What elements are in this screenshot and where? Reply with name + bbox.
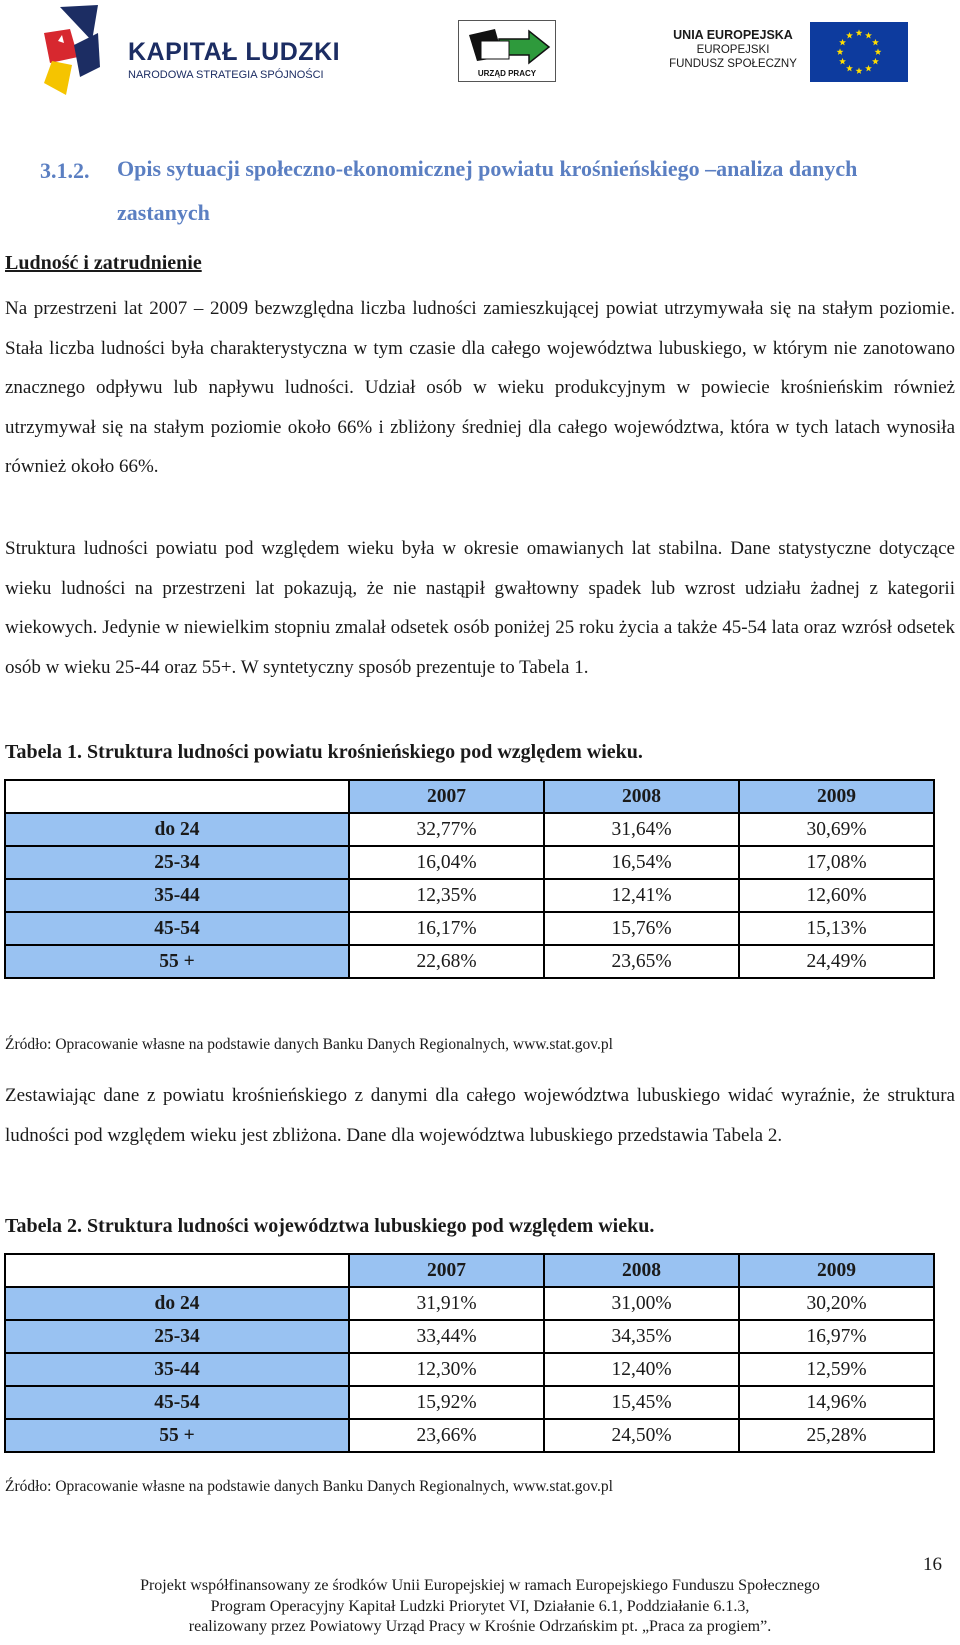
page-header [0,0,960,110]
value-cell: 30,69% [739,813,934,846]
year-header: 2009 [739,780,934,813]
value-cell: 24,49% [739,945,934,978]
eu-star-icon [839,39,846,46]
table-1-source: Źródło: Opracowanie własne na podstawie danych Banku Danych Regionalnych, www.stat.gov.pl [5,1036,613,1053]
eu-star-icon [865,32,872,39]
value-cell: 12,40% [544,1353,739,1386]
page-footer [70,1576,890,1638]
value-cell: 12,60% [739,879,934,912]
age-category: 25-34 [5,1320,349,1353]
value-cell: 15,76% [544,912,739,945]
urzad-pracy-logo [458,20,556,82]
paragraph-1: Na przestrzeni lat 2007 – 2009 bezwzględna liczba ludności zamieszkującej powiat utrzymywała się na stałym poziomie. Stała liczba ludności była charakterystyczna w tym czasie dla całego województwa lubuskiego, w którym nie zanotowano znacznego odpływu lub napływu ludności. Udział osób w wieku produkcyjnym w powiecie krośnieńskim również utrzymywał się na stałym poziomie około 66% i zbliżony średniej dla całego województwa, która w tych latach wynosiła również około 66%. [5,298,955,477]
value-cell: 32,77% [349,813,544,846]
table-1-caption: Tabela 1. Struktura ludności powiatu krośnieńskiego pod względem wieku. [5,741,643,763]
value-cell: 15,45% [544,1386,739,1419]
eu-star-icon [837,48,844,55]
table-2-source: Źródło: Opracowanie własne na podstawie danych Banku Danych Regionalnych, www.stat.gov.pl [5,1478,613,1495]
age-category: 45-54 [5,1386,349,1419]
eu-flag-icon [810,22,908,82]
table-row [5,1287,934,1320]
eu-line-3: FUNDUSZ SPOŁECZNY [669,58,797,70]
footer-line-1: Projekt współfinansowany ze środków Unii Europejskiej w ramach Europejskiego Funduszu Społecznego [140,1577,820,1594]
age-category: do 24 [5,813,349,846]
age-category: 55 + [5,1419,349,1452]
year-header: 2009 [739,1254,934,1287]
table-header-row [5,1254,934,1287]
value-cell: 14,96% [739,1386,934,1419]
subheading: Ludność i zatrudnienie [5,252,202,274]
value-cell: 24,50% [544,1419,739,1452]
value-cell: 16,97% [739,1320,934,1353]
eu-line-2: EUROPEJSKI [696,44,770,56]
value-cell: 31,64% [544,813,739,846]
year-header: 2007 [349,780,544,813]
section-title: Opis sytuacji społeczno-ekonomicznej powiatu krośnieńskiego –analiza danych zastanych [117,156,858,225]
value-cell: 16,17% [349,912,544,945]
kapital-ludzki-subtitle: NARODOWA STRATEGIA SPÓJNOŚCI [128,69,324,81]
eu-star-icon [865,65,872,72]
age-category: 35-44 [5,1353,349,1386]
year-header: 2008 [544,1254,739,1287]
eu-star-icon [856,67,863,74]
age-category: 55 + [5,945,349,978]
footer-line-2: Program Operacyjny Kapitał Ludzki Priorytet VI, Działanie 6.1, Poddziałanie 6.1.3, [210,1597,750,1615]
table-row [5,1353,934,1386]
value-cell: 12,59% [739,1353,934,1386]
table-row [5,1386,934,1419]
eu-star-icon [839,58,846,65]
table-row [5,912,934,945]
kapital-ludzki-star-icon [40,5,120,97]
eu-star-icon [846,65,853,72]
kapital-ludzki-logo [40,5,360,100]
value-cell: 12,41% [544,879,739,912]
value-cell: 23,65% [544,945,739,978]
age-category: 35-44 [5,879,349,912]
table-row [5,846,934,879]
section-number: 3.1.2. [40,158,90,183]
table-row [5,879,934,912]
table-row [5,1320,934,1353]
eu-star-icon [875,48,882,55]
table-row [5,945,934,978]
kapital-ludzki-title: KAPITAŁ LUDZKI [128,38,341,66]
age-category: 25-34 [5,846,349,879]
value-cell: 31,00% [544,1287,739,1320]
value-cell: 15,13% [739,912,934,945]
table-corner-cell [5,780,349,813]
page-number: 16 [923,1554,942,1575]
age-category: 45-54 [5,912,349,945]
footer-line-3: realizowany przez Powiatowy Urząd Pracy w Krośnie Odrzańskim pt. „Praca za progiem”. [188,1618,772,1635]
paragraph-2: Struktura ludności powiatu pod względem wieku była w okresie omawianych lat stabilna. Dane statystyczne dotyczące wieku ludności na przestrzeni lat pokazują, że nie nastąpił gwałtowny spadek lub wzrost udziału żadnej z kategorii wiekowych. Jedynie w niewielkim stopniu zmalał odsetek osób poniżej 25 roku życia a także 45-54 lata oraz wzrósł odsetek osób w wieku 25-44 oraz 55+. W syntetyczny sposób prezentuje to Tabela 1. [5,538,955,678]
table-row [5,813,934,846]
value-cell: 16,54% [544,846,739,879]
value-cell: 12,30% [349,1353,544,1386]
table-1 [4,779,935,979]
year-header: 2007 [349,1254,544,1287]
eu-star-icon [856,29,863,36]
value-cell: 30,20% [739,1287,934,1320]
eu-line-1: UNIA EUROPEJSKA [673,28,793,42]
value-cell: 25,28% [739,1419,934,1452]
value-cell: 33,44% [349,1320,544,1353]
value-cell: 23,66% [349,1419,544,1452]
value-cell: 22,68% [349,945,544,978]
year-header: 2008 [544,780,739,813]
value-cell: 16,04% [349,846,544,879]
eu-star-icon [872,58,879,65]
table-header-row [5,780,934,813]
eu-fund-text [662,28,804,71]
urzad-pracy-arrow-icon [459,23,555,69]
age-category: do 24 [5,1287,349,1320]
table-corner-cell [5,1254,349,1287]
value-cell: 15,92% [349,1386,544,1419]
table-row [5,1419,934,1452]
eu-star-icon [872,39,879,46]
value-cell: 17,08% [739,846,934,879]
paragraph-3: Zestawiając dane z powiatu krośnieńskiego z danymi dla całego województwa lubuskiego widać wyraźnie, że struktura ludności pod względem wieku jest zbliżona. Dane dla województwa lubuskiego przedstawia Tabela 2. [5,1085,955,1146]
eu-star-icon [846,32,853,39]
value-cell: 12,35% [349,879,544,912]
value-cell: 34,35% [544,1320,739,1353]
value-cell: 31,91% [349,1287,544,1320]
table-2-caption: Tabela 2. Struktura ludności województwa lubuskiego pod względem wieku. [5,1215,655,1237]
table-2 [4,1253,935,1453]
urzad-pracy-label: URZĄD PRACY [477,69,537,78]
